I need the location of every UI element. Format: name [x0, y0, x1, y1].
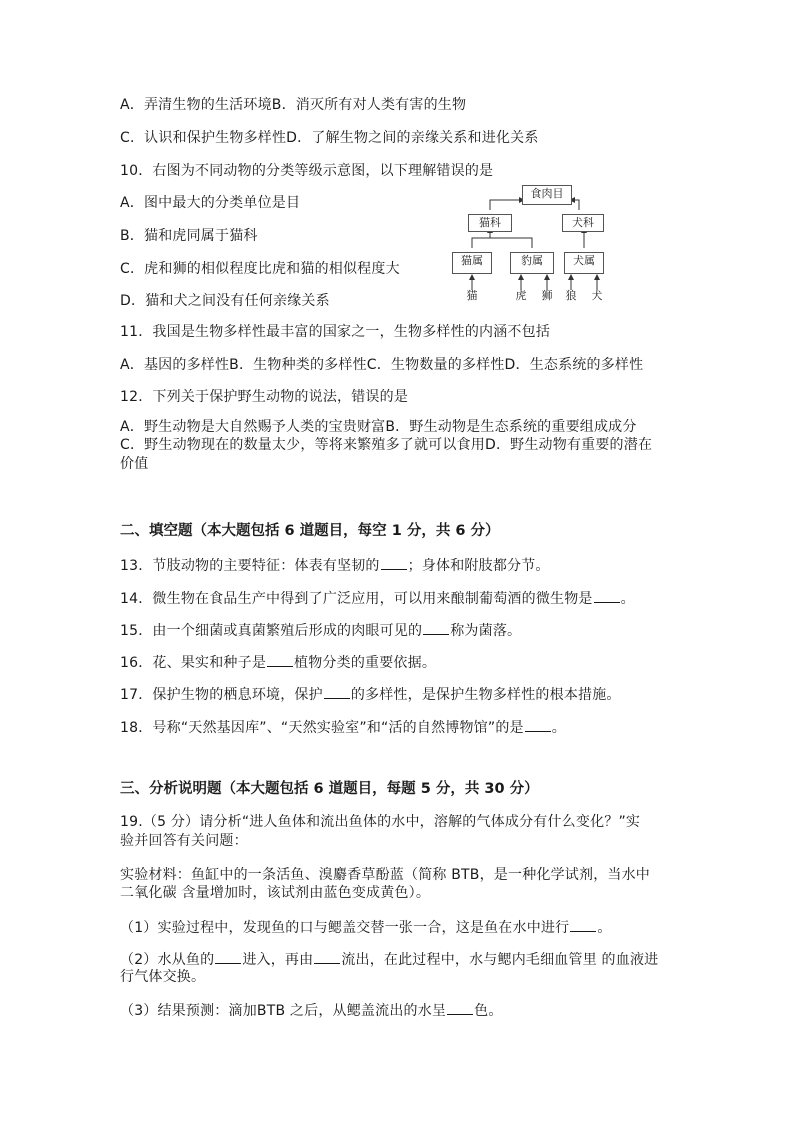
q16-text-a: 16．花、果实和种子是	[120, 655, 267, 671]
q12-options-line1: A．野生动物是大自然赐予人类的宝贵财富B．野生动物是生态系统的重要组成成分	[120, 419, 637, 435]
q17	[120, 684, 621, 704]
animal-tiger: 虎	[515, 289, 527, 302]
genus-leopard-box: 豹属	[510, 252, 554, 274]
q13	[120, 555, 550, 575]
answer-blank	[570, 917, 596, 932]
q17-text-b: 的多样性，是保护生物多样性的根本措施。	[350, 687, 621, 703]
q16	[120, 652, 436, 672]
section-2-title: 二、填空题（本大题包括 6 道题目，每空 1 分，共 6 分）	[120, 523, 500, 539]
answer-blank	[314, 949, 340, 964]
order-carnivora-box: 食肉目	[522, 185, 572, 205]
material-line2: 二氧化碳 含量增加时，该试剂由蓝色变成黄色）。	[120, 885, 431, 901]
q18	[120, 717, 566, 737]
answer-blank	[423, 620, 449, 635]
classification-diagram	[450, 180, 620, 304]
q9-options-line1: A．弄清生物的生活环境B．消灭所有对人类有害的生物	[120, 97, 467, 113]
q19-sub3	[120, 1000, 503, 1020]
q19-line1: 19.（5 分）请分析“进人鱼体和流出鱼体的水中，溶解的气体成分有什么变化？”实	[120, 814, 641, 830]
sub1-text-b: 。	[597, 920, 612, 936]
q13-text-b: ；身体和附肢都分节。	[407, 558, 550, 574]
q11-options: A．基因的多样性B．生物种类的多样性C．生物数量的多样性D．生态系统的多样性	[120, 357, 644, 373]
q15	[120, 620, 521, 640]
q13-text-a: 13．节肢动物的主要特征：体表有坚韧的	[120, 558, 380, 574]
q9-options-line2: C．认识和保护生物多样性D．了解生物之间的亲缘关系和进化关系	[120, 130, 539, 146]
q19-line2: 验并回答有关问题：	[120, 833, 248, 849]
sub2-text-b: 进入，再由	[242, 952, 314, 968]
q19-sub2	[120, 949, 658, 969]
q14-text-a: 14．微生物在食品生产中得到了广泛应用，可以用来酿制葡萄酒的微生物是	[120, 591, 593, 607]
animal-dog: 犬	[591, 289, 603, 302]
q15-text-a: 15．由一个细菌或真菌繁殖后形成的肉眼可见的	[120, 623, 423, 639]
q12-options-line2: C．野生动物现在的数量太少，等将来繁殖多了就可以食用D．野生动物有重要的潜在	[120, 437, 653, 453]
answer-blank	[594, 588, 620, 603]
section-3-title: 三、分析说明题（本大题包括 6 道题目，每题 5 分，共 30 分）	[120, 781, 539, 797]
answer-blank	[525, 717, 551, 732]
family-cat-box: 猫科	[468, 214, 512, 232]
q10-option-a: A．图中最大的分类单位是目	[120, 195, 301, 211]
q19-sub1	[120, 917, 612, 937]
q12-options-line3: 价值	[120, 456, 149, 472]
answer-blank	[215, 949, 241, 964]
sub2-text-a: （2）水从鱼的	[120, 952, 215, 968]
q12-stem: 12．下列关于保护野生动物的说法，错误的是	[120, 389, 409, 405]
q18-text-b: 。	[551, 720, 566, 736]
q14	[120, 588, 635, 608]
q10-option-d: D．猫和犬之间没有任何亲缘关系	[120, 293, 330, 309]
q17-text-a: 17．保护生物的栖息环境，保护	[120, 687, 323, 703]
sub1-text-a: （1）实验过程中，发现鱼的口与鳃盖交替一张一合，这是鱼在水中进行	[120, 920, 570, 936]
animal-lion: 狮	[541, 289, 553, 302]
q15-text-b: 称为菌落。	[450, 623, 522, 639]
material-line1: 实验材料：鱼缸中的一条活鱼、溴麝香草酚蓝（简称 BTB，是一种化学试剂，当水中	[120, 867, 651, 883]
genus-dog-box: 犬属	[564, 252, 604, 274]
q11-stem: 11．我国是生物多样性最丰富的国家之一，生物多样性的内涵不包括	[120, 324, 551, 340]
q10-stem: 10．右图为不同动物的分类等级示意图，以下理解错误的是	[120, 163, 494, 179]
answer-blank	[447, 1000, 473, 1015]
animal-wolf: 狼	[565, 289, 577, 302]
q10-option-c: C．虎和狮的相似程度比虎和猫的相似程度大	[120, 261, 400, 277]
genus-cat-box: 猫属	[452, 252, 492, 274]
q10-option-b: B．猫和虎同属于猫科	[120, 228, 258, 244]
sub3-text-b: 色。	[474, 1003, 503, 1019]
answer-blank	[324, 684, 350, 699]
family-dog-box: 犬科	[562, 214, 604, 232]
q14-text-b: 。	[620, 591, 635, 607]
animal-cat: 猫	[466, 289, 478, 302]
answer-blank	[267, 652, 293, 667]
sub3-text-a: （3）结果预测：滴加BTB 之后，从鳃盖流出的水呈	[120, 1003, 447, 1019]
sub2-text-c: 流出，在此过程中，水与鳃内毛细血管里 的血液进	[341, 952, 659, 968]
q18-text-a: 18．号称“天然基因库”、“天然实验室”和“活的自然博物馆”的是	[120, 720, 524, 736]
answer-blank	[381, 555, 407, 570]
q19-sub2-cont: 行气体交换。	[120, 969, 206, 985]
q16-text-b: 植物分类的重要依据。	[294, 655, 437, 671]
